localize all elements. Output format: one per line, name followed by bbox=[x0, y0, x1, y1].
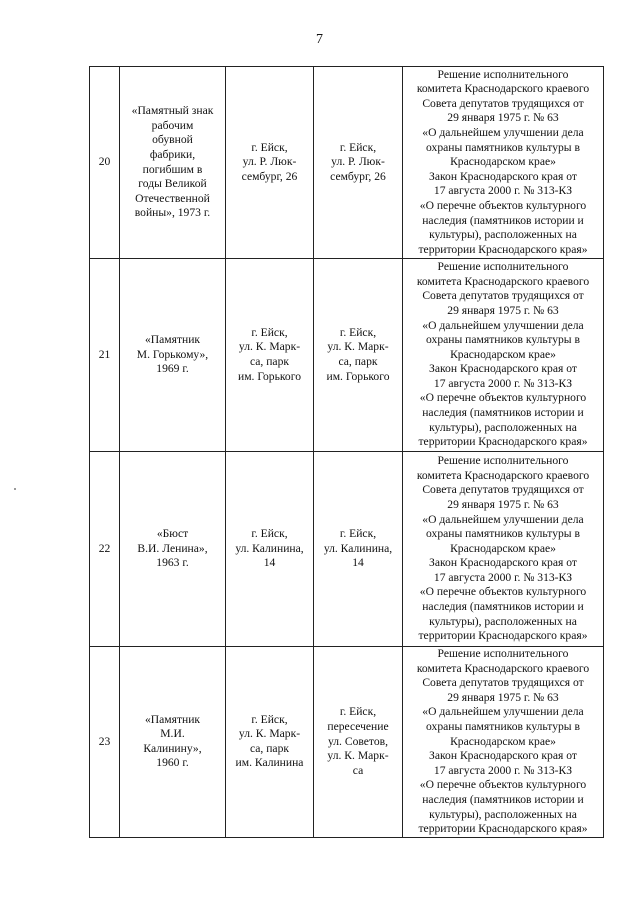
cell-text-line: обувной bbox=[152, 133, 193, 147]
cell-text-line: годы Великой bbox=[138, 177, 207, 191]
table-row bbox=[90, 259, 604, 452]
cell-text-line: Закон Краснодарского края от bbox=[429, 362, 577, 376]
scan-dot bbox=[14, 488, 16, 490]
cell-text-line: Краснодарском крае» bbox=[450, 734, 556, 748]
cell-text-line: 1963 г. bbox=[156, 556, 189, 570]
cell-text-line: Закон Краснодарского края от bbox=[429, 749, 577, 763]
cell-text-line: Совета депутатов трудящихся от bbox=[422, 96, 584, 110]
cell-text-line: са bbox=[352, 763, 364, 777]
cell-text-line: В.И. Ленина», bbox=[137, 541, 208, 555]
cell-text-line: наследия (памятников истории и bbox=[422, 600, 584, 614]
cell-text-line: территории Краснодарского края» bbox=[418, 822, 588, 836]
cell-text-line: территории Краснодарского края» bbox=[418, 435, 588, 449]
cell-text-line: Закон Краснодарского края от bbox=[429, 169, 577, 183]
object-name-cell bbox=[120, 647, 226, 838]
cell-text-line: «О дальнейшем улучшении дела bbox=[422, 126, 584, 140]
cell-text-line: территории Краснодарского края» bbox=[418, 242, 588, 256]
cell-text-line: ул. Р. Люк- bbox=[331, 155, 385, 169]
cell-text-line: г. Ейск, bbox=[339, 527, 377, 541]
legal-document-cell bbox=[403, 67, 604, 259]
cell-text-line: Решение исполнительного bbox=[437, 260, 569, 274]
cell-text-line: Совета депутатов трудящихся от bbox=[422, 483, 584, 497]
cell-text-line: 17 августа 2000 г. № 313-КЗ bbox=[433, 570, 573, 584]
cell-text-line: ул. К. Марк- bbox=[238, 340, 301, 354]
object-location-cell bbox=[314, 259, 403, 452]
cell-text-line: «О дальнейшем улучшении дела bbox=[422, 705, 584, 719]
object-location-cell bbox=[314, 647, 403, 838]
cell-text-line: им. Калинина bbox=[235, 756, 304, 770]
cell-text-line: ул. Р. Люк- bbox=[242, 155, 297, 169]
cell-text-line: Решение исполнительного bbox=[437, 454, 569, 468]
object-address-cell bbox=[226, 259, 314, 452]
cell-text-line: войны», 1973 г. bbox=[134, 206, 211, 220]
cell-text-line: 17 августа 2000 г. № 313-КЗ bbox=[433, 763, 573, 777]
cell-text-line: Краснодарском крае» bbox=[450, 347, 556, 361]
cell-text-line: им. Горького bbox=[326, 369, 390, 383]
cell-text-line: охраны памятников культуры в bbox=[426, 719, 580, 733]
object-name-cell bbox=[120, 452, 226, 647]
cell-text-line: Краснодарском крае» bbox=[450, 155, 556, 169]
cell-text-line: Совета депутатов трудящихся от bbox=[422, 289, 584, 303]
cell-text-line: г. Ейск, bbox=[251, 527, 288, 541]
cell-text-line: культуры), расположенных на bbox=[429, 228, 577, 242]
cell-text-line: «О перечне объектов культурного bbox=[419, 391, 587, 405]
cell-text-line: «О перечне объектов культурного bbox=[419, 585, 587, 599]
cell-text-line: М.И. bbox=[160, 727, 185, 741]
cell-text-line: 17 августа 2000 г. № 313-КЗ bbox=[433, 184, 573, 198]
cell-text-line: г. Ейск, bbox=[339, 705, 377, 719]
cell-text-line: 14 bbox=[352, 556, 364, 570]
cell-text-line: 29 января 1975 г. № 63 bbox=[447, 690, 559, 704]
cell-text-line: комитета Краснодарского краевого bbox=[416, 274, 590, 288]
cell-text-line: культуры), расположенных на bbox=[429, 807, 577, 821]
cell-text-line: наследия (памятников истории и bbox=[422, 406, 584, 420]
table-row bbox=[90, 67, 604, 259]
cell-text-line: рабочим bbox=[151, 118, 194, 132]
object-address-cell bbox=[226, 647, 314, 838]
cell-text-line: «О перечне объектов культурного bbox=[419, 198, 587, 212]
cell-text-line: са, парк bbox=[249, 741, 289, 755]
table-row bbox=[90, 647, 604, 838]
cell-text-line: 29 января 1975 г. № 63 bbox=[447, 303, 559, 317]
cell-text-line: комитета Краснодарского краевого bbox=[416, 468, 590, 482]
row-number-cell: 20 bbox=[90, 67, 120, 259]
cell-text-line: 17 августа 2000 г. № 313-КЗ bbox=[433, 376, 573, 390]
cell-text-line: фабрики, bbox=[149, 147, 196, 161]
cell-text-line: 29 января 1975 г. № 63 bbox=[447, 497, 559, 511]
cell-text-line: «Памятник bbox=[144, 712, 201, 726]
cell-text-line: «О перечне объектов культурного bbox=[419, 778, 587, 792]
cell-text-line: «Памятник bbox=[144, 333, 201, 347]
cell-text-line: наследия (памятников истории и bbox=[422, 792, 584, 806]
cell-text-line: Закон Краснодарского края от bbox=[429, 556, 577, 570]
table-row bbox=[90, 452, 604, 647]
cell-text-line: ул. Калинина, bbox=[235, 541, 304, 555]
cell-text-line: «Памятный знак bbox=[131, 104, 214, 118]
cell-text-line: наследия (памятников истории и bbox=[422, 213, 584, 227]
cell-text-line: 1969 г. bbox=[156, 362, 189, 376]
legal-document-cell bbox=[403, 259, 604, 452]
cell-text-line: комитета Краснодарского краевого bbox=[416, 82, 590, 96]
cell-text-line: 29 января 1975 г. № 63 bbox=[447, 111, 559, 125]
cell-text-line: культуры), расположенных на bbox=[429, 420, 577, 434]
heritage-objects-table bbox=[89, 66, 604, 838]
cell-text-line: охраны памятников культуры в bbox=[426, 527, 580, 541]
cell-text-line: охраны памятников культуры в bbox=[426, 333, 580, 347]
cell-text-line: Совета депутатов трудящихся от bbox=[422, 676, 584, 690]
object-name-cell bbox=[120, 67, 226, 259]
cell-text-line: 14 bbox=[263, 556, 276, 570]
cell-text-line: погибшим в bbox=[142, 162, 203, 176]
object-location-cell bbox=[314, 67, 403, 259]
cell-text-line: ул. Советов, bbox=[327, 734, 389, 748]
cell-text-line: г. Ейск, bbox=[251, 140, 288, 154]
row-number-cell: 22 bbox=[90, 452, 120, 647]
cell-text-line: им. Горького bbox=[237, 369, 301, 383]
cell-text-line: М. Горькому», bbox=[136, 347, 209, 361]
cell-text-line: ул. К. Марк- bbox=[238, 727, 301, 741]
cell-text-line: ул. Калинина, bbox=[323, 541, 393, 555]
cell-text-line: Калинину», bbox=[143, 741, 202, 755]
row-number-cell: 21 bbox=[90, 259, 120, 452]
legal-document-cell bbox=[403, 647, 604, 838]
cell-text-line: г. Ейск, bbox=[339, 325, 377, 339]
object-address-cell bbox=[226, 452, 314, 647]
page-number: 7 bbox=[316, 32, 323, 47]
cell-text-line: г. Ейск, bbox=[251, 325, 288, 339]
cell-text-line: Отечественной bbox=[135, 191, 210, 205]
cell-text-line: комитета Краснодарского краевого bbox=[416, 661, 590, 675]
cell-text-line: охраны памятников культуры в bbox=[426, 140, 580, 154]
cell-text-line: пересечение bbox=[327, 719, 389, 733]
cell-text-line: Решение исполнительного bbox=[437, 647, 569, 660]
cell-text-line: «О дальнейшем улучшении дела bbox=[422, 318, 584, 332]
object-location-cell bbox=[314, 452, 403, 647]
object-address-cell bbox=[226, 67, 314, 259]
cell-text-line: г. Ейск, bbox=[251, 712, 288, 726]
cell-text-line: ул. К. Марк- bbox=[327, 340, 389, 354]
cell-text-line: культуры), расположенных на bbox=[429, 614, 577, 628]
cell-text-line: сембург, 26 bbox=[241, 169, 298, 183]
cell-text-line: са, парк bbox=[249, 355, 289, 368]
cell-text-line: 1960 г. bbox=[156, 756, 189, 770]
cell-text-line: сембург, 26 bbox=[330, 169, 386, 183]
row-number-cell: 23 bbox=[90, 647, 120, 838]
legal-document-cell bbox=[403, 452, 604, 647]
cell-text-line: «О дальнейшем улучшении дела bbox=[422, 512, 584, 526]
cell-text-line: г. Ейск, bbox=[339, 140, 377, 154]
cell-text-line: «Бюст bbox=[156, 527, 189, 541]
object-name-cell bbox=[120, 259, 226, 452]
cell-text-line: территории Краснодарского края» bbox=[418, 629, 588, 643]
cell-text-line: са, парк bbox=[338, 355, 378, 368]
cell-text-line: ул. К. Марк- bbox=[327, 749, 389, 763]
cell-text-line: Краснодарском крае» bbox=[450, 541, 556, 555]
cell-text-line: Решение исполнительного bbox=[437, 67, 569, 81]
